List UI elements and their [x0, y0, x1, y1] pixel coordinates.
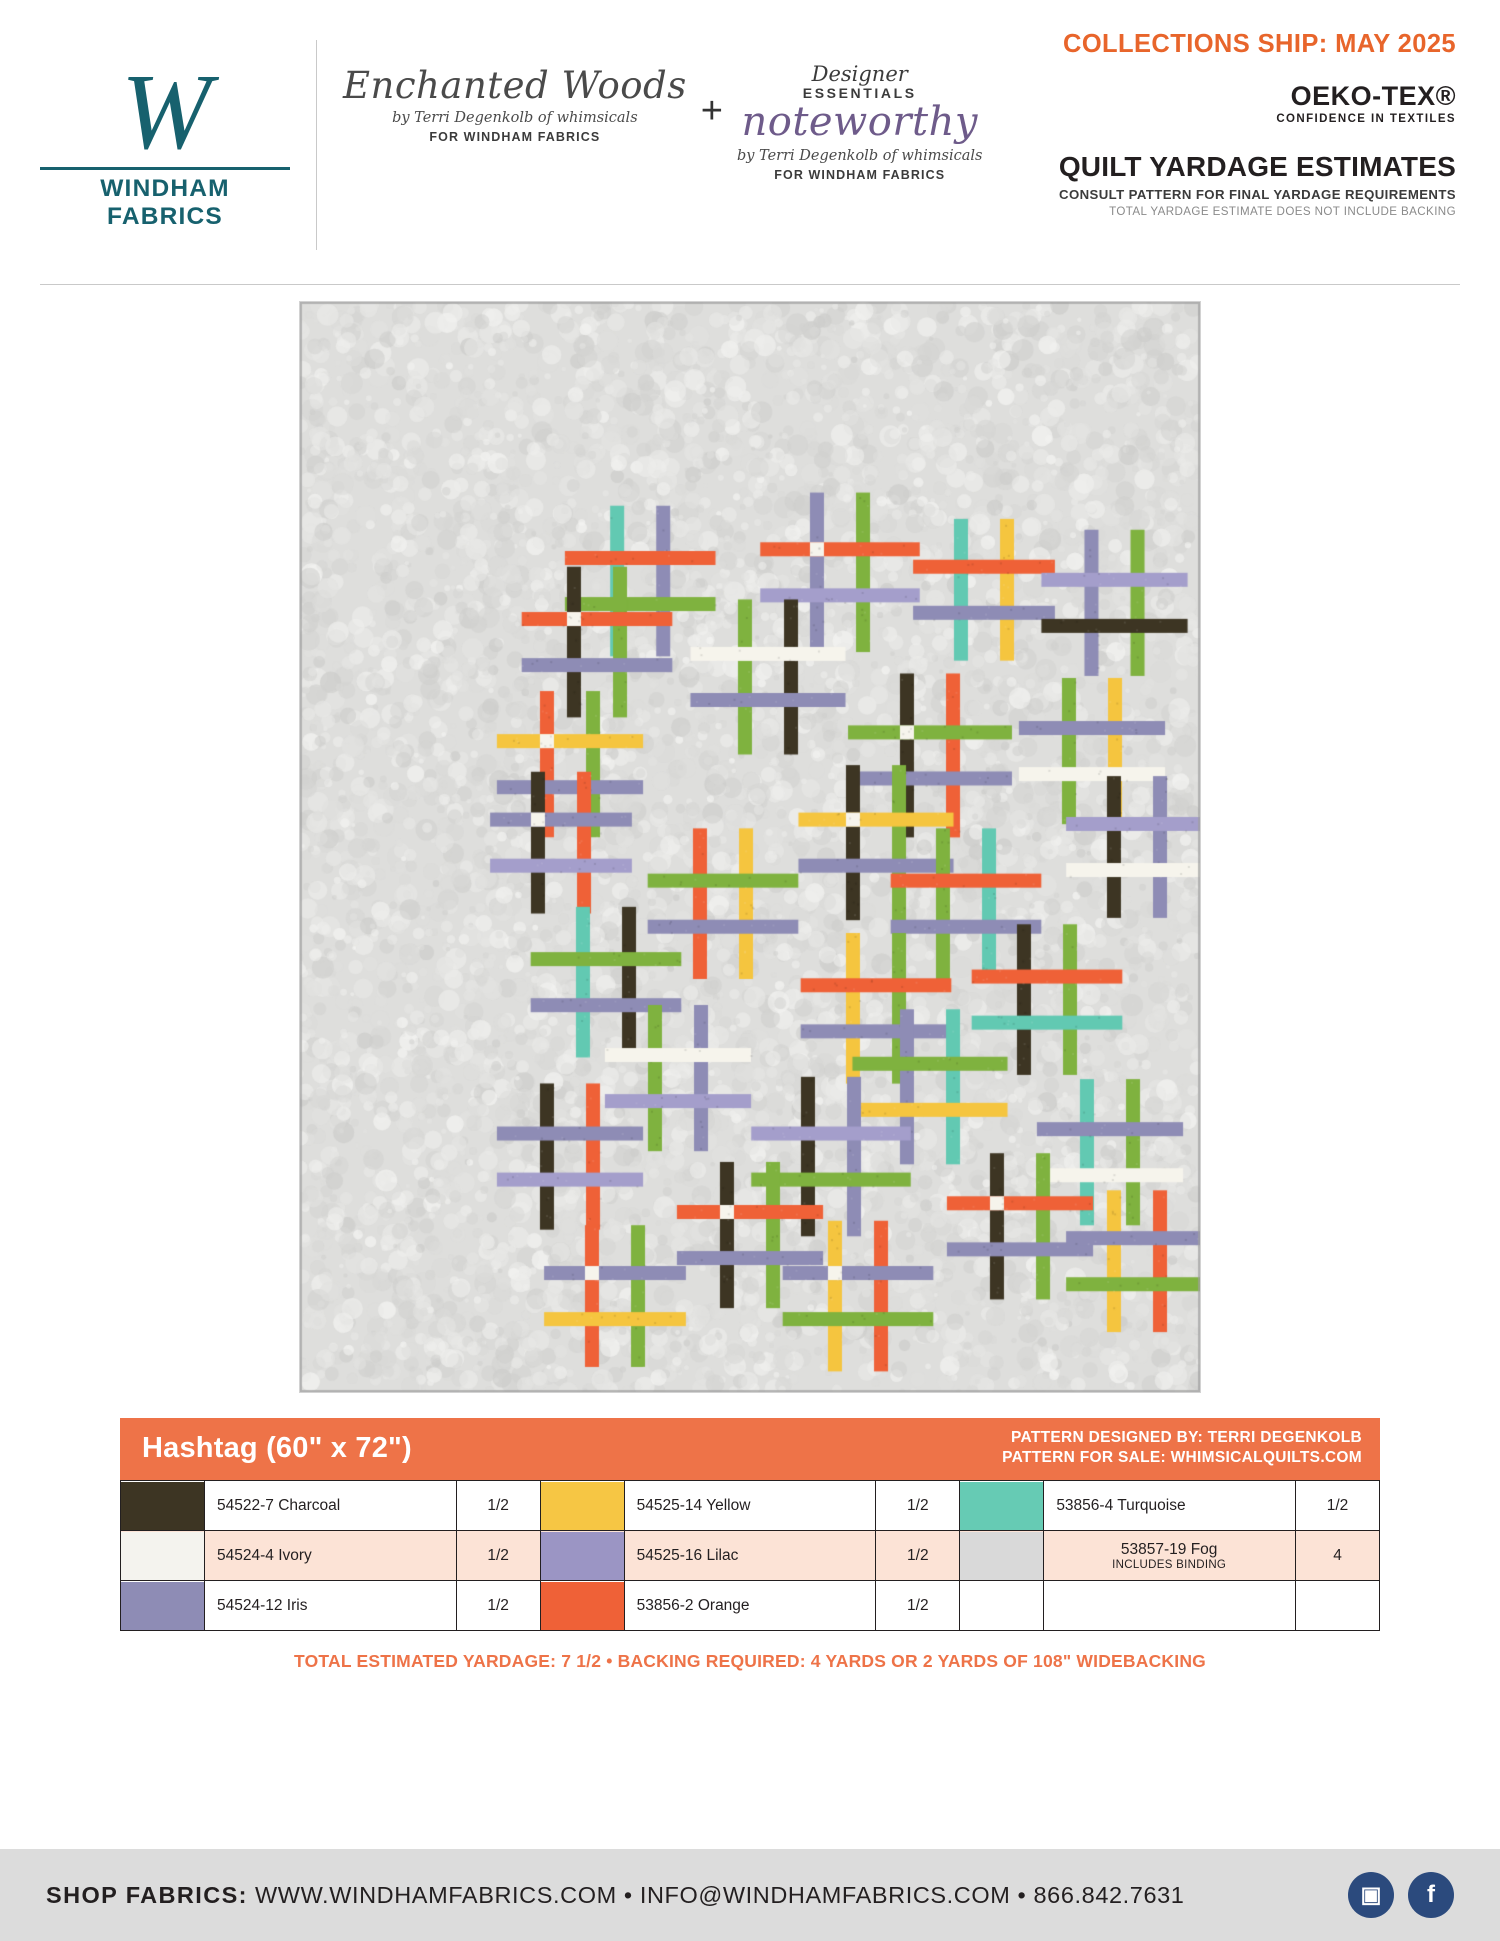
pattern-for-sale: PATTERN FOR SALE: WHIMSICALQUILTS.COM [1002, 1449, 1362, 1466]
fabric-name: 54522-7 Charcoal [205, 1481, 457, 1531]
designer-essentials-eyebrow [737, 64, 983, 101]
fabric-table [120, 1480, 1380, 1631]
fabric-swatch [121, 1531, 205, 1581]
fabric-name: 54524-12 Iris [205, 1581, 457, 1631]
yardage-header [120, 1418, 1380, 1480]
header-rule [40, 284, 1460, 285]
fabric-swatch [960, 1481, 1044, 1531]
quilt-image [300, 302, 1200, 1392]
fabric-amount: 1/2 [1296, 1481, 1380, 1531]
fabric-amount: 1/2 [456, 1581, 540, 1631]
designer-essentials-line2: ESSENTIALS [802, 85, 917, 101]
fabric-name: 54525-16 Lilac [624, 1531, 876, 1581]
quilt-image-wrap [0, 302, 1500, 1392]
fabric-swatch [540, 1581, 624, 1631]
collection-logos [343, 22, 982, 182]
logo-wordmark: WINDHAM FABRICS [40, 167, 290, 231]
ship-date: COLLECTIONS SHIP: MAY 2025 [1063, 30, 1456, 58]
header-divider [316, 40, 317, 250]
social-links [1348, 1872, 1454, 1918]
fabric-swatch [121, 1481, 205, 1531]
fabric-name: 53856-2 Orange [624, 1581, 876, 1631]
total-yardage: TOTAL ESTIMATED YARDAGE: 7 1/2 • BACKING REQUIRED: 4 YARDS OR 2 YARDS OF 108" WIDEBACKING [294, 1651, 1206, 1671]
oeko-tex-tagline: CONFIDENCE IN TEXTILES [1276, 113, 1456, 125]
fabric-swatch [960, 1531, 1044, 1581]
fabric-name: 54524-4 Ivory [205, 1531, 457, 1581]
oeko-tex-label: OEKO-TEX® [1290, 81, 1456, 111]
collection-name: noteworthy [741, 99, 978, 145]
fabric-name: 54525-14 Yellow [624, 1481, 876, 1531]
fabric-name-empty [1044, 1581, 1296, 1631]
footer-contact [46, 1882, 1348, 1909]
table-row [121, 1531, 1380, 1581]
pattern-credits [1002, 1428, 1362, 1468]
yardage-estimates-note-1: CONSULT PATTERN FOR FINAL YARDAGE REQUIREMENTS [1059, 187, 1456, 202]
windham-logo [40, 22, 290, 231]
designer-essentials-line1: Designer [811, 62, 908, 86]
collection-name: Enchanted Woods [343, 64, 687, 107]
collection-designer: by Terri Degenkolb of whimsicals [736, 148, 983, 164]
footer-links: WWW.WINDHAMFABRICS.COM • INFO@WINDHAMFABRICS.COM • 866.842.7631 [255, 1881, 1185, 1908]
yardage-estimates-note-2: TOTAL YARDAGE ESTIMATE DOES NOT INCLUDE BACKING [1109, 205, 1456, 218]
fabric-name-text: 53857-19 Fog [1120, 1540, 1218, 1558]
fabric-swatch [540, 1481, 624, 1531]
logo-mark: W [121, 53, 209, 172]
pattern-title: Hashtag (60" x 72") [142, 1431, 412, 1464]
table-row [121, 1481, 1380, 1531]
fabric-amount: 1/2 [876, 1581, 960, 1631]
instagram-icon[interactable]: ▣ [1348, 1872, 1394, 1918]
fabric-name: 53856-4 Turquoise [1044, 1481, 1296, 1531]
plus-symbol: + [700, 90, 723, 132]
fabric-amount-empty [1296, 1581, 1380, 1631]
yardage-section [120, 1418, 1380, 1672]
collection-enchanted-woods [343, 64, 687, 144]
collection-designer: by Terri Degenkolb of whimsicals [392, 110, 638, 126]
pattern-designer: PATTERN DESIGNED BY: TERRI DEGENKOLB [1011, 1429, 1362, 1447]
fabric-amount: 1/2 [456, 1481, 540, 1531]
footer-label: SHOP FABRICS: [46, 1881, 248, 1908]
fabric-swatch [121, 1581, 205, 1631]
fabric-amount: 1/2 [876, 1481, 960, 1531]
page-footer [0, 1849, 1500, 1941]
header-info [982, 22, 1460, 218]
facebook-icon[interactable]: f [1408, 1872, 1454, 1918]
fabric-name [1044, 1531, 1296, 1581]
fabric-swatch-empty [960, 1581, 1044, 1631]
fabric-amount: 4 [1296, 1531, 1380, 1581]
fabric-swatch [540, 1531, 624, 1581]
fabric-amount: 1/2 [876, 1531, 960, 1581]
yardage-estimates-title: QUILT YARDAGE ESTIMATES [1058, 151, 1456, 182]
collection-for: FOR WINDHAM FABRICS [429, 130, 601, 144]
collection-noteworthy [737, 64, 983, 182]
fabric-name-note: INCLUDES BINDING [1112, 1558, 1227, 1571]
table-row [121, 1581, 1380, 1631]
fabric-amount: 1/2 [456, 1531, 540, 1581]
collection-for: FOR WINDHAM FABRICS [774, 168, 946, 182]
page-header [0, 0, 1500, 280]
